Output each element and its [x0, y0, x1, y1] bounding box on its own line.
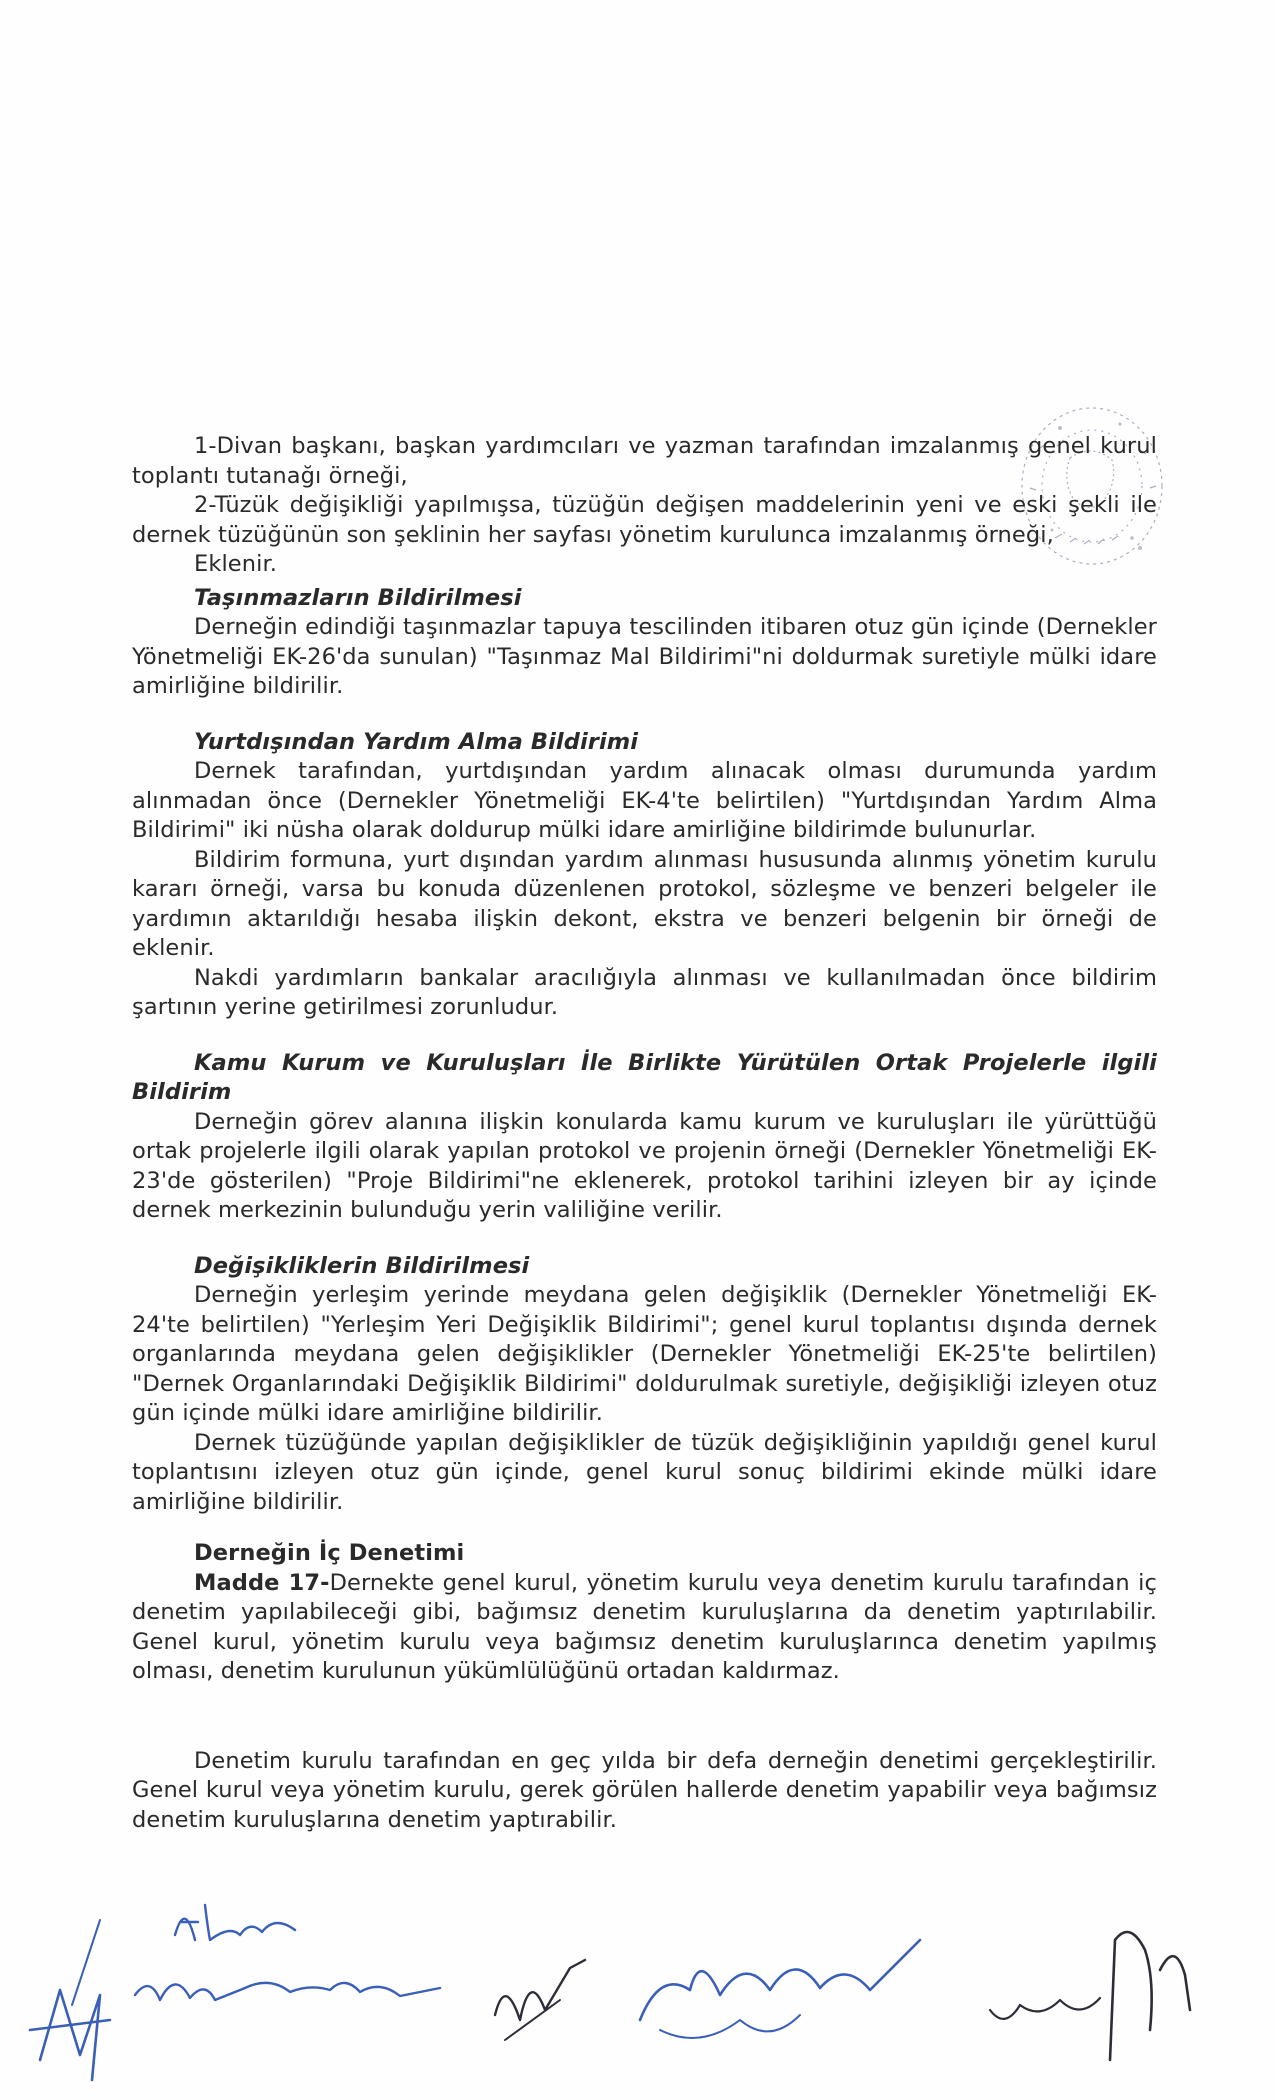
- yurtdisi-paragraph-2: Bildirim formuna, yurt dışından yardım alınması hususunda alınmış yönetim kurulu kararı örneği, varsa bu konuda düzenlenen protokol, sözleşme ve benzeri belgeler ile yardımın aktarıldığı hesaba ilişkin dekont, ekstra ve benzeri belgenin bir örneği de eklenir.: [132, 846, 1157, 961]
- ic-denetim-paragraph-2: Denetim kurulu tarafından en geç yılda bir defa derneğin denetimi gerçekleştirilir. Genel kurul veya yönetim kurulu, gerek görülen hallerde denetim yapabilir veya bağımsız denetim kuruluşlarına denetim yaptırabilir.: [132, 1747, 1157, 1833]
- section-spacer: [132, 1517, 1157, 1539]
- section-spacer: [132, 1226, 1157, 1248]
- degisiklik-paragraph-2: Dernek tüzüğünde yapılan değişiklikler de tüzük değişikliğinin yapıldığı genel kurul toplantısını izleyen otuz gün içinde, genel kurul sonuç bildirimi ekinde mülki idare amirliğine bildirilir.: [132, 1429, 1157, 1515]
- kamu-paragraph: Derneğin görev alanına ilişkin konularda kamu kurum ve kuruluşları ile yürüttüğü ortak projelerle ilgili olarak yapılan protokol ve projenin örneği (Dernekler Yönetmeliği EK-23'de gösterilen) "Proje Bildirimi"ne eklenerek, protokol tarihini izleyen bir ay içinde dernek merkezinin bulunduğu yerin valiliğine verilir.: [132, 1108, 1157, 1223]
- signature-5: [640, 1940, 920, 2020]
- section-spacer: [132, 1687, 1157, 1747]
- section-heading-yurtdisi: Yurtdışından Yardım Alma Bildirimi: [194, 728, 639, 755]
- tasinmaz-paragraph: Derneğin edindiği taşınmazlar tapuya tescilinden itibaren otuz gün içinde (Dernekler Yönetmeliği EK-26'da sunulan) "Taşınmaz Mal Bildirimi"ni doldurmak suretiyle mülki idare amirliğine bildirilir.: [132, 614, 1157, 699]
- intro-closing: Eklenir.: [194, 551, 277, 577]
- signature-5b: [660, 2015, 800, 2038]
- signature-4: [495, 1960, 585, 2020]
- section-heading-tasinmaz: Taşınmazların Bildirilmesi: [194, 584, 522, 611]
- degisiklik-paragraph-1: Derneğin yerleşim yerinde meydana gelen değişiklik (Dernekler Yönetmeliği EK-24'te belirtilen) "Yerleşim Yeri Değişiklik Bildirimi"; genel kurul toplantısı dışında dernek organlarında meydana gelen değişiklikler (Dernekler Yönetmeliği EK-25'te belirtilen) "Dernek Organlarındaki Değişiklik Bildirimi" doldurulmak suretiyle, değişikliği izleyen otuz gün içinde mülki idare amirliğine bildirilir.: [132, 1282, 1157, 1426]
- ic-denetim-paragraph-1: [132, 1569, 1157, 1687]
- madde-label: Madde 17-: [194, 1569, 330, 1596]
- signature-mark-1b: [72, 1920, 100, 2005]
- signature-mark-1: [30, 1990, 110, 2080]
- yurtdisi-paragraph-1: Dernek tarafından, yurtdışından yardım alınacak olması durumunda yardım alınmadan önce (Dernekler Yönetmeliği EK-4'te belirtilen) "Yurtdışından Yardım Alma Bildirimi" iki nüsha olarak doldurup mülki idare amirliğine bildirimde bulunurlar.: [132, 758, 1157, 843]
- signature-3: [135, 1983, 440, 2000]
- section-heading-ic-denetim: Derneğin İç Denetimi: [194, 1540, 465, 1566]
- ic-denetim-paragraph-1-text: Dernekte genel kurul, yönetim kurulu veya denetim kurulu tarafından iç denetim yapılabileceği gibi, bağımsız denetim kuruluşlarına da denetim yaptırılabilir. Genel kurul, yönetim kurulu veya bağımsız denetim kuruluşlarınca denetim yapılmış olması, denetim kurulunun yükümlülüğünü ortadan kaldırmaz.: [132, 1569, 1157, 1684]
- signatures-area: [0, 1880, 1275, 2100]
- section-heading-kamu: Kamu Kurum ve Kuruluşları İle Birlikte Yürütülen Ortak Projelerle ilgili Bildirim: [132, 1049, 1157, 1105]
- intro-item-2: 2-Tüzük değişikliği yapılmışsa, tüzüğün değişen maddelerinin yeni ve eski şekli ile dernek tüzüğünün son şeklinin her sayfası yönetim kurulunca imzalanmış örneği,: [132, 492, 1157, 548]
- signature-2: [175, 1905, 295, 1940]
- section-spacer: [132, 1023, 1157, 1045]
- signature-6: [990, 1998, 1100, 2019]
- document-body: [132, 432, 1157, 1835]
- signature-7: [1110, 1932, 1190, 2060]
- section-heading-degisiklik: Değişikliklerin Bildirilmesi: [194, 1252, 530, 1279]
- intro-item-1: 1-Divan başkanı, başkan yardımcıları ve yazman tarafından imzalanmış genel kurul toplantı tutanağı örneği,: [132, 433, 1157, 489]
- section-spacer: [132, 702, 1157, 724]
- yurtdisi-paragraph-3: Nakdi yardımların bankalar aracılığıyla alınması ve kullanılmadan önce bildirim şartının yerine getirilmesi zorunludur.: [132, 964, 1157, 1020]
